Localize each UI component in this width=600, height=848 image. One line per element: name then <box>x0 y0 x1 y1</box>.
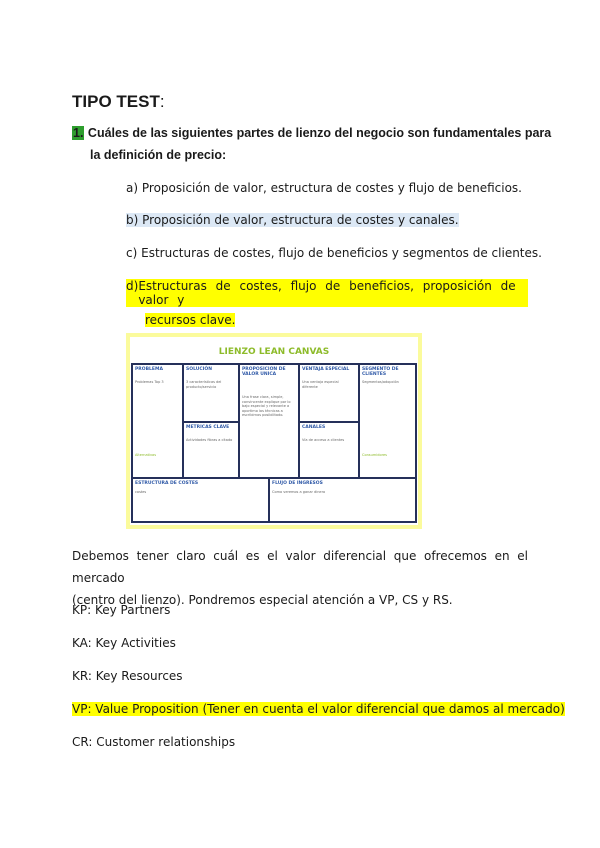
question-text: Cuáles de las siguientes partes de lienzo del negocio son fundamentales para <box>87 126 552 140</box>
question-line-1 <box>72 126 551 140</box>
option-letter: b) <box>126 213 139 227</box>
option-text: Proposición de valor, estructura de costes y flujo de beneficios. <box>141 181 522 195</box>
cell-text: Una ventaja especial diferente <box>302 380 339 389</box>
option-a[interactable] <box>126 181 522 195</box>
cell-text: 3 características del producto/servicio <box>186 380 222 389</box>
title-colon: : <box>159 92 165 111</box>
cell-ventaja <box>298 363 360 423</box>
paragraph-line-2: (centro del lienzo). Pondremos especial atención a VP, CS y RS. <box>72 593 453 607</box>
option-letter: c) <box>126 246 138 260</box>
question-text-cont: la definición de precio: <box>90 148 227 162</box>
cell-text: costes <box>135 490 147 494</box>
option-text: Estructuras de costes, flujo de beneficios, proposición de valor y <box>138 279 516 307</box>
cell-label: FLUJO DE INGRESOS <box>272 481 323 486</box>
cell-text: Una frase clara, simple, convincente explique por lo bajo especial y relevante a oportimo las técnicas a escribirnos posibilitado. <box>242 395 291 417</box>
cell-label: SOLUCIÓN <box>186 367 212 372</box>
option-c[interactable] <box>126 246 542 260</box>
acronym-cr: CR: Customer relationships <box>72 735 236 749</box>
cell-label: SEGMENTO DE CLIENTES <box>362 367 399 377</box>
lean-canvas <box>130 337 418 525</box>
question-number: 1. <box>73 126 84 140</box>
cell-text: Problemas Top 3 <box>135 380 164 384</box>
explanation-paragraph <box>72 545 528 611</box>
option-d[interactable] <box>126 279 528 327</box>
cell-foot: Consumidores <box>362 453 387 457</box>
cell-label: ESTRUCTURA DE COSTES <box>135 481 199 486</box>
title-text: TIPO TEST <box>72 92 160 111</box>
cell-text: Vía de acceso a clientes <box>302 438 345 442</box>
option-letter: a) <box>126 181 139 195</box>
lean-canvas-figure <box>126 333 422 529</box>
acronym-ka: KA: Key Activities <box>72 636 176 650</box>
option-b[interactable] <box>126 213 459 227</box>
cell-text: Como veremos a ganar dinero <box>272 490 326 494</box>
cell-segmentos <box>358 363 417 479</box>
option-text: Estructuras de costes, flujo de beneficios y segmentos de clientes. <box>141 246 542 260</box>
page-title <box>72 92 165 112</box>
cell-label: PROBLEMA <box>135 367 163 372</box>
canvas-title: LIENZO LEAN CANVAS <box>218 347 330 357</box>
cell-label: METRICAS CLAVE <box>186 425 230 430</box>
cell-solucion <box>182 363 240 423</box>
cell-text: Actividades fibras a citado <box>186 438 233 442</box>
cell-propuesta-valor <box>238 363 300 479</box>
cell-label: PROPOSICION DE VALOR UNICA <box>242 367 286 377</box>
paragraph-line-1: Debemos tener claro cuál es el valor diferencial que ofrecemos en el mercado <box>72 549 528 585</box>
cell-costes <box>131 477 270 523</box>
cell-canales <box>298 421 360 479</box>
cell-text: Segmentos/adopción <box>362 380 399 384</box>
acronym-kp: KP: Key Partners <box>72 603 171 617</box>
acronym-vp: VP: Value Proposition (Tener en cuenta el valor diferencial que damos al mercado) <box>72 702 565 716</box>
cell-metricas <box>182 421 240 479</box>
cell-label: CANALES <box>302 425 326 430</box>
cell-ingresos <box>268 477 417 523</box>
cell-label: VENTAJA ESPECIAL <box>302 367 350 372</box>
option-text: Proposición de valor, estructura de costes y canales. <box>142 213 459 227</box>
acronym-kr: KR: Key Resources <box>72 669 183 683</box>
option-letter: d) <box>126 279 139 293</box>
option-text-cont: recursos clave. <box>145 313 236 327</box>
question-line-2 <box>90 148 226 162</box>
cell-foot: Alternativas <box>135 453 157 457</box>
cell-problema <box>131 363 184 479</box>
